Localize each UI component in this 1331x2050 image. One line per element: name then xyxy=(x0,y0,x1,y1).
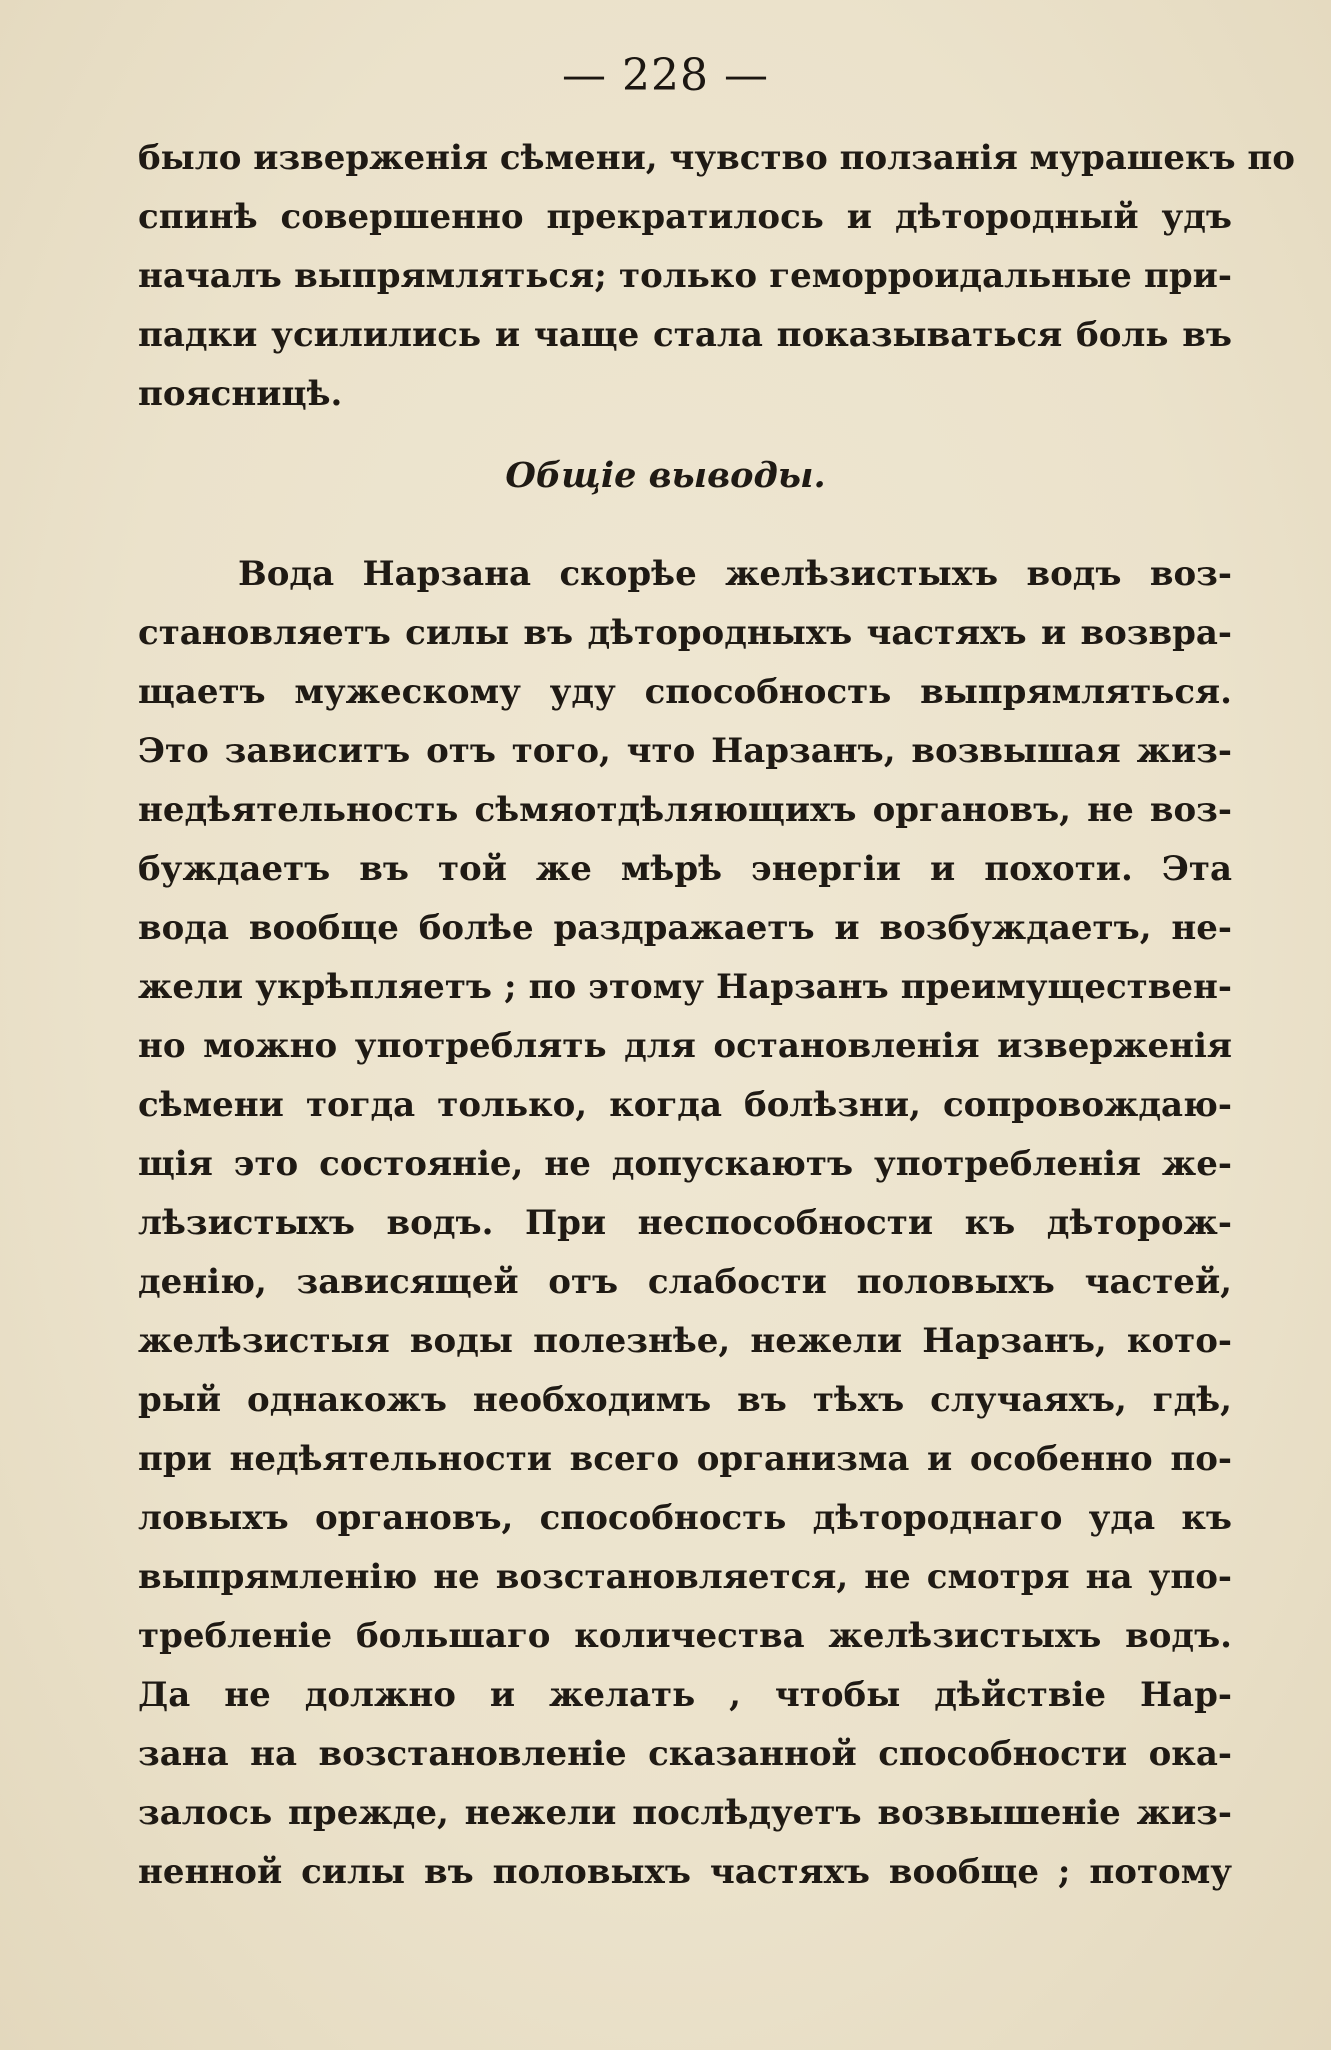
text-line: требленіе большаго количества желѣзистыхъ водъ. xyxy=(138,1616,1232,1656)
text-line: падки усилились и чаще стала показываться боль въ xyxy=(138,315,1232,355)
text-line: буждаетъ въ той же мѣрѣ энергіи и похоти. Эта xyxy=(138,849,1232,889)
text-line: щія это состояніе, не допускаютъ употребленія же- xyxy=(138,1144,1232,1184)
text-line: становляетъ силы въ дѣтородныхъ частяхъ и возвра- xyxy=(138,613,1232,653)
text-line: сѣмени тогда только, когда болѣзни, сопровождаю- xyxy=(138,1085,1232,1125)
page-number: — 228 — xyxy=(562,50,769,101)
continued-paragraph xyxy=(138,129,1295,424)
text-line: вода вообще болѣе раздражаетъ и возбуждаетъ, не- xyxy=(138,908,1232,948)
text-line: Да не должно и желать , чтобы дѣйствіе Нар- xyxy=(138,1675,1232,1715)
text-line: денію, зависящей отъ слабости половыхъ частей, xyxy=(138,1262,1232,1302)
text-line: но можно употреблять для остановленія изверженія xyxy=(138,1026,1232,1066)
text-line: щаетъ мужескому уду способность выпрямляться. xyxy=(138,672,1232,712)
text-line: при недѣятельности всего организма и особенно по- xyxy=(138,1439,1232,1479)
text-line: залось прежде, нежели послѣдуетъ возвышеніе жиз- xyxy=(138,1793,1232,1833)
main-paragraph xyxy=(138,545,1232,1902)
text-line: поясницѣ. xyxy=(138,374,343,414)
text-line: ловыхъ органовъ, способность дѣтороднаго уда къ xyxy=(138,1498,1232,1538)
text-line: зана на возстановленіе сказанной способности ока- xyxy=(138,1734,1232,1774)
text-line: Это зависитъ отъ того, что Нарзанъ, возвышая жиз- xyxy=(138,731,1232,771)
text-line: недѣятельность сѣмяотдѣляющихъ органовъ, не воз- xyxy=(138,790,1232,830)
text-line: лѣзистыхъ водъ. При неспособности къ дѣторож- xyxy=(138,1203,1232,1243)
text-line: ненной силы въ половыхъ частяхъ вообще ; потому xyxy=(138,1852,1232,1892)
text-line: было изверженія сѣмени, чувство ползанія мурашекъ по xyxy=(138,138,1295,178)
text-line: рый однакожъ необходимъ въ тѣхъ случаяхъ, гдѣ, xyxy=(138,1380,1232,1420)
text-line: выпрямленію не возстановляется, не смотря на упо- xyxy=(138,1557,1232,1597)
text-line: Вода Нарзана скорѣе желѣзистыхъ водъ воз- xyxy=(238,554,1232,594)
text-line: началъ выпрямляться; только геморроидальные при- xyxy=(138,256,1232,296)
text-line: жели укрѣпляетъ ; по этому Нарзанъ преимуществен- xyxy=(138,967,1232,1007)
text-line: спинѣ совершенно прекратилось и дѣтородный удъ xyxy=(138,197,1232,237)
text-line: желѣзистыя воды полезнѣе, нежели Нарзанъ, кото- xyxy=(138,1321,1232,1361)
section-heading: Общіе выводы. xyxy=(505,455,826,496)
